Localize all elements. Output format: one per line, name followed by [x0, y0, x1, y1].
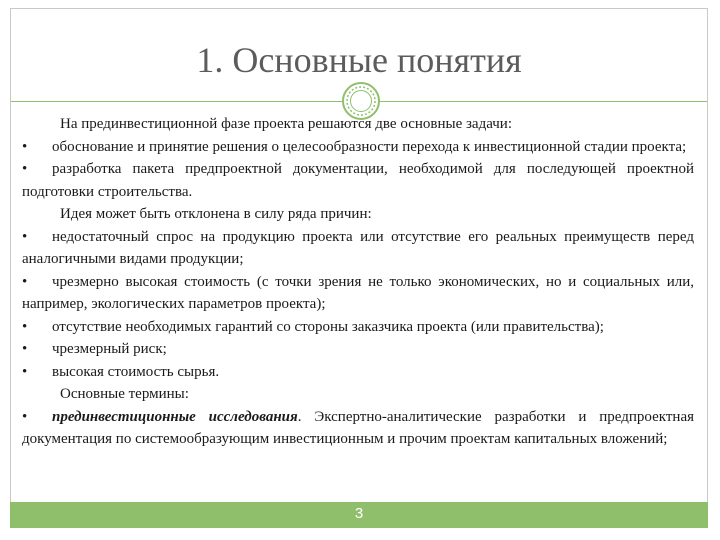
page-number: 3 [354, 505, 364, 522]
slide-title: 1. Основные понятия [196, 40, 522, 80]
bullet-mark: • [22, 318, 28, 335]
list-item-text: чрезмерно высокая стоимость (с точки зрения не только экономических, но и социальных или, например, экологических параметров проекта); [22, 273, 694, 312]
list-item [22, 316, 694, 339]
list-item [22, 338, 694, 361]
bullet-mark: • [22, 161, 28, 177]
list-item-text: . Экспертно-аналитические разработки и предпроектная документация по системообразующим инвестиционным и прочим проектам капитальных вложений; [22, 408, 695, 447]
bullet-mark: • [22, 363, 28, 380]
list-item [22, 226, 694, 271]
bullet-mark: • [22, 341, 28, 357]
slide-body [22, 113, 694, 451]
bullet-mark: • [22, 138, 28, 155]
list-item-text: чрезмерный риск; [52, 341, 167, 357]
terms-heading: Основные термины: [60, 386, 189, 402]
intro-paragraph: На прединвестиционной фазе проекта решаются две основные задачи: [60, 116, 512, 132]
bullet-mark: • [22, 228, 28, 245]
list-item-text: недостаточный спрос на продукцию проекта или отсутствие его реальных преимуществ перед аналогичными видами продукции; [22, 228, 694, 267]
list-item [22, 158, 694, 203]
list-item [22, 361, 694, 384]
list-item [22, 136, 694, 159]
list-item [22, 406, 694, 451]
term-highlight: прединвестиционные исследования [52, 408, 298, 425]
footer-bar [10, 502, 708, 528]
list-item-text: высокая стоимость сырья. [52, 363, 220, 380]
list-item-text: обоснование и принятие решения о целесообразности перехода к инвестиционной стадии проекта; [52, 138, 687, 155]
bullet-mark: • [22, 273, 28, 290]
list-item-text: разработка пакета предпроектной документации, необходимой для последующей проектной подготовки строительства. [22, 161, 694, 200]
bullet-mark: • [22, 408, 28, 425]
list-item [22, 271, 694, 316]
reasons-paragraph: Идея может быть отклонена в силу ряда причин: [60, 206, 372, 222]
list-item-text: отсутствие необходимых гарантий со стороны заказчика проекта (или правительства); [52, 318, 604, 335]
